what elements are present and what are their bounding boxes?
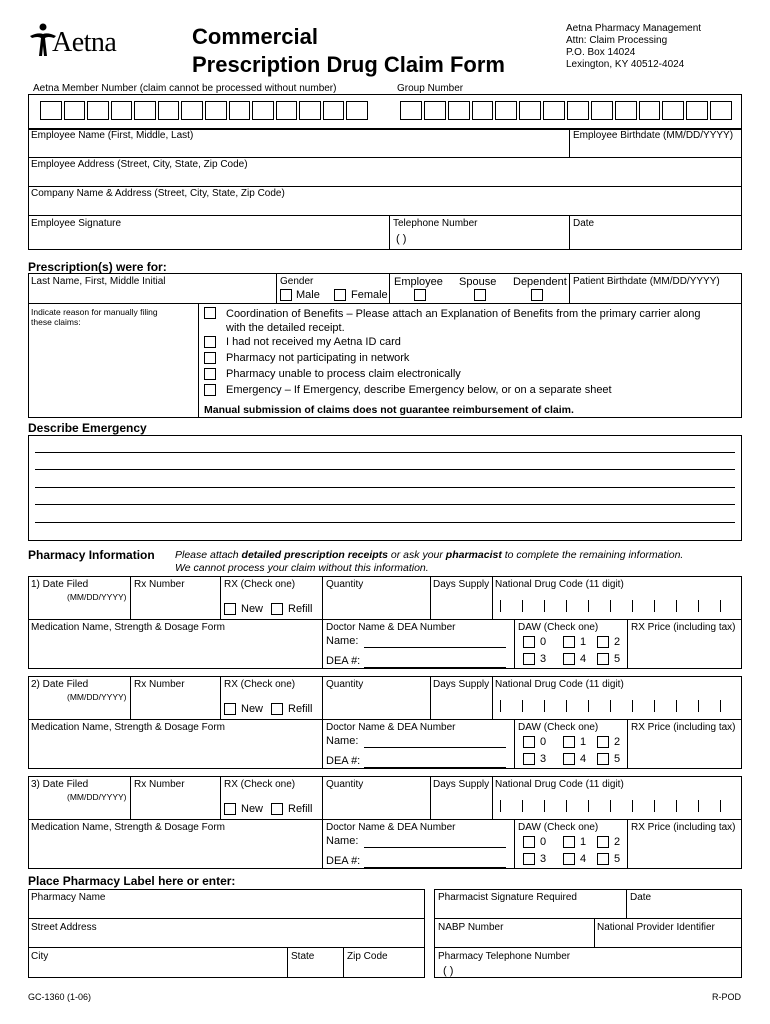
group-number-input[interactable] — [400, 101, 734, 122]
patient-birthdate-field[interactable]: Patient Birthdate (MM/DD/YYYY) — [573, 276, 720, 287]
ndc-digit-tick — [654, 700, 655, 712]
dea-input[interactable] — [364, 867, 506, 868]
address-line-2: Attn: Claim Processing — [566, 35, 668, 46]
digit-box[interactable] — [64, 101, 86, 120]
ndc-digit-tick — [698, 600, 699, 612]
company-address-field[interactable]: Company Name & Address (Street, City, State, Zip Code) — [31, 188, 285, 199]
digit-box[interactable] — [495, 101, 517, 120]
daw-3-checkbox[interactable] — [523, 753, 535, 765]
doctor-name-input[interactable] — [364, 647, 506, 648]
daw-2-checkbox[interactable] — [597, 736, 609, 748]
pharmacy-street-field[interactable]: Street Address — [31, 922, 97, 933]
pharmacy-info-note-line2: We cannot process your claim without this information. — [175, 562, 429, 574]
address-line-1: Aetna Pharmacy Management — [566, 23, 702, 34]
patient-name-field[interactable]: Last Name, First, Middle Initial — [31, 276, 166, 287]
emergency-description-area[interactable] — [28, 435, 742, 541]
ndc-digit-tick — [720, 600, 721, 612]
digit-box[interactable] — [346, 101, 368, 120]
digit-box[interactable] — [424, 101, 446, 120]
dea-input[interactable] — [364, 767, 506, 768]
ndc-digit-tick — [632, 600, 633, 612]
reason-emergency-label: Emergency – If Emergency, describe Emergency below, or on a separate sheet — [226, 384, 612, 396]
dependent-label: Dependent — [513, 276, 567, 288]
daw-1-checkbox[interactable] — [563, 636, 575, 648]
digit-box[interactable] — [400, 101, 422, 120]
rx-refill-label: Refill — [288, 803, 313, 815]
ndc-digit-tick — [676, 800, 677, 812]
daw-4-label: 4 — [580, 653, 587, 665]
female-checkbox[interactable] — [334, 289, 346, 301]
quantity-field[interactable]: Quantity — [326, 579, 364, 590]
ndc-digit-tick — [500, 800, 501, 812]
emergency-line — [35, 504, 735, 505]
days-supply-field[interactable]: Days Supply — [433, 579, 490, 590]
daw-2-label: 2 — [614, 736, 621, 748]
group-number-label: Group Number — [397, 83, 464, 94]
daw-5-checkbox[interactable] — [597, 853, 609, 865]
doctor-name-input[interactable] — [364, 847, 506, 848]
ndc-label: National Drug Code (11 digit) — [495, 779, 624, 790]
ndc-digit-tick — [522, 800, 523, 812]
pharmacy-name-field[interactable]: Pharmacy Name — [31, 892, 106, 903]
ndc-digit-tick — [588, 600, 589, 612]
digit-box[interactable] — [662, 101, 684, 120]
digit-box[interactable] — [686, 101, 708, 120]
medication-field[interactable]: Medication Name, Strength & Dosage Form — [31, 622, 225, 633]
daw-3-label: 3 — [540, 653, 547, 665]
digit-box[interactable] — [229, 101, 251, 120]
ndc-label: National Drug Code (11 digit) — [495, 679, 624, 690]
date-format-hint: (MM/DD/YYYY) — [67, 692, 127, 702]
form-code: R-POD — [712, 992, 741, 1002]
ndc-digit-tick — [566, 800, 567, 812]
pharmacy-info-note: Please attach detailed prescription receipts or ask your pharmacist to complete the remaining information. — [175, 549, 684, 561]
form-title-line1: Commercial — [192, 24, 318, 49]
mailing-address — [566, 23, 701, 71]
ndc-digit-tick — [676, 700, 677, 712]
digit-box[interactable] — [111, 101, 133, 120]
logo-wordmark: Aetna — [52, 27, 117, 58]
reason-label: Indicate reason for manually filing these claims: — [31, 307, 158, 327]
prescriptions-heading: Prescription(s) were for: — [28, 260, 167, 274]
dea-input[interactable] — [364, 667, 506, 668]
emergency-line — [35, 487, 735, 488]
spouse-checkbox[interactable] — [474, 289, 486, 301]
date-format-hint: (MM/DD/YYYY) — [67, 592, 127, 602]
rx-check-label: RX (Check one) — [224, 679, 296, 690]
employee-birthdate-field[interactable]: Employee Birthdate (MM/DD/YYYY) — [573, 130, 734, 141]
digit-box[interactable] — [276, 101, 298, 120]
daw-0-checkbox[interactable] — [523, 636, 535, 648]
ndc-label: National Drug Code (11 digit) — [495, 579, 624, 590]
ndc-digit-tick — [698, 700, 699, 712]
form-number: GC-1360 (1-06) — [28, 992, 92, 1002]
daw-3-label: 3 — [540, 753, 547, 765]
date-filed-field[interactable]: 1) Date Filed — [31, 579, 89, 590]
daw-0-checkbox[interactable] — [523, 836, 535, 848]
digit-box[interactable] — [615, 101, 637, 120]
disclaimer: Manual submission of claims does not guarantee reimbursement of claim. — [204, 404, 574, 416]
emergency-heading: Describe Emergency — [28, 421, 147, 435]
digit-box[interactable] — [299, 101, 321, 120]
dea-label: DEA #: — [326, 855, 361, 867]
rx-number-field[interactable]: Rx Number — [134, 679, 185, 690]
digit-box[interactable] — [567, 101, 589, 120]
digit-box[interactable] — [472, 101, 494, 120]
digit-box[interactable] — [252, 101, 274, 120]
ndc-digit-tick — [720, 800, 721, 812]
date-filed-field[interactable]: 2) Date Filed — [31, 679, 89, 690]
daw-1-checkbox[interactable] — [563, 836, 575, 848]
ndc-digit-tick — [544, 800, 545, 812]
rx-new-label: New — [241, 803, 264, 815]
ndc-digit-tick — [522, 700, 523, 712]
ndc-digit-tick — [676, 600, 677, 612]
reason-cob-label: Coordination of Benefits – Please attach an Explanation of Benefits from the primary carrier along with the detailed receipt. — [226, 308, 701, 334]
digit-box[interactable] — [87, 101, 109, 120]
reason-cob-checkbox[interactable] — [204, 307, 216, 319]
employee-name-field[interactable]: Employee Name (First, Middle, Last) — [31, 130, 194, 141]
digit-box[interactable] — [448, 101, 470, 120]
daw-1-checkbox[interactable] — [563, 736, 575, 748]
daw-label: DAW (Check one) — [518, 822, 599, 833]
rx-refill-checkbox[interactable] — [271, 803, 283, 815]
ndc-digit-tick — [566, 700, 567, 712]
digit-box[interactable] — [710, 101, 732, 120]
rx-new-label: New — [241, 703, 264, 715]
ndc-digit-tick — [588, 800, 589, 812]
rx-check-label: RX (Check one) — [224, 579, 296, 590]
daw-1-label: 1 — [580, 736, 587, 748]
pharmacist-signature-field[interactable]: Pharmacist Signature Required — [438, 892, 577, 903]
digit-box[interactable] — [134, 101, 156, 120]
rx-price-field[interactable]: RX Price (including tax) — [631, 722, 736, 733]
ndc-digit-tick — [720, 700, 721, 712]
reason-no-id-card-label: I had not received my Aetna ID card — [226, 336, 401, 348]
digit-box[interactable] — [158, 101, 180, 120]
ndc-digit-tick — [500, 600, 501, 612]
daw-4-checkbox[interactable] — [563, 653, 575, 665]
daw-0-label: 0 — [540, 836, 547, 848]
doctor-label: Doctor Name & DEA Number — [326, 722, 456, 733]
daw-5-label: 5 — [614, 653, 621, 665]
pharmacy-info-heading: Pharmacy Information — [28, 548, 155, 562]
rx-number-field[interactable]: Rx Number — [134, 579, 185, 590]
gender-label: Gender — [280, 276, 314, 287]
daw-4-label: 4 — [580, 853, 587, 865]
daw-0-label: 0 — [540, 736, 547, 748]
date-format-hint: (MM/DD/YYYY) — [67, 792, 127, 802]
ndc-digit-tick — [610, 600, 611, 612]
ndc-digit-tick — [522, 600, 523, 612]
form-title-line2: Prescription Drug Claim Form — [192, 52, 505, 77]
daw-label: DAW (Check one) — [518, 622, 599, 633]
male-checkbox[interactable] — [280, 289, 292, 301]
pharmacist-date-field[interactable]: Date — [630, 892, 652, 903]
doctor-name-label: Name: — [326, 735, 359, 747]
ndc-digit-tick — [632, 700, 633, 712]
reason-not-in-network-label: Pharmacy not participating in network — [226, 352, 410, 364]
ndc-digit-tick — [588, 700, 589, 712]
daw-5-checkbox[interactable] — [597, 653, 609, 665]
quantity-field[interactable]: Quantity — [326, 779, 364, 790]
daw-5-checkbox[interactable] — [597, 753, 609, 765]
daw-3-label: 3 — [540, 853, 547, 865]
digit-box[interactable] — [205, 101, 227, 120]
date-filed-field[interactable]: 3) Date Filed — [31, 779, 89, 790]
address-line-3: P.O. Box 14024 — [566, 47, 636, 58]
emergency-line — [35, 522, 735, 523]
ndc-digit-tick — [544, 600, 545, 612]
rx-new-checkbox[interactable] — [224, 703, 236, 715]
quantity-field[interactable]: Quantity — [326, 679, 364, 690]
employee-signature-field[interactable]: Employee Signature — [31, 218, 122, 229]
employee-address-field[interactable]: Employee Address (Street, City, State, Zip Code) — [31, 159, 248, 170]
medication-field[interactable]: Medication Name, Strength & Dosage Form — [31, 722, 225, 733]
daw-3-checkbox[interactable] — [523, 853, 535, 865]
daw-2-label: 2 — [614, 636, 621, 648]
rx-check-label: RX (Check one) — [224, 779, 296, 790]
pharmacy-label-heading: Place Pharmacy Label here or enter: — [28, 874, 236, 888]
rx-refill-label: Refill — [288, 603, 313, 615]
ndc-digit-tick — [698, 800, 699, 812]
daw-0-label: 0 — [540, 636, 547, 648]
days-supply-field[interactable]: Days Supply — [433, 679, 490, 690]
digit-box[interactable] — [591, 101, 613, 120]
daw-4-checkbox[interactable] — [563, 753, 575, 765]
daw-2-checkbox[interactable] — [597, 836, 609, 848]
dependent-checkbox[interactable] — [531, 289, 543, 301]
doctor-name-input[interactable] — [364, 747, 506, 748]
daw-5-label: 5 — [614, 753, 621, 765]
reason-electronic-label: Pharmacy unable to process claim electronically — [226, 368, 461, 380]
reason-emergency-checkbox[interactable] — [204, 384, 216, 396]
pharmacy-city-field[interactable]: City — [31, 951, 49, 962]
rx-number-field[interactable]: Rx Number — [134, 779, 185, 790]
spouse-label: Spouse — [459, 276, 497, 288]
ndc-input[interactable] — [500, 600, 740, 613]
ndc-digit-tick — [654, 600, 655, 612]
daw-0-checkbox[interactable] — [523, 736, 535, 748]
daw-1-label: 1 — [580, 836, 587, 848]
dea-label: DEA #: — [326, 755, 361, 767]
days-supply-field[interactable]: Days Supply — [433, 779, 490, 790]
ndc-digit-tick — [566, 600, 567, 612]
rx-price-field[interactable]: RX Price (including tax) — [631, 822, 736, 833]
digit-box[interactable] — [181, 101, 203, 120]
doctor-label: Doctor Name & DEA Number — [326, 822, 456, 833]
aetna-logo — [28, 22, 140, 62]
female-label: Female — [351, 289, 388, 301]
digit-box[interactable] — [40, 101, 62, 120]
daw-5-label: 5 — [614, 853, 621, 865]
dea-label: DEA #: — [326, 655, 361, 667]
pharmacy-zip-field[interactable]: Zip Code — [347, 951, 388, 962]
employee-relation-label: Employee — [394, 276, 443, 288]
ndc-digit-tick — [500, 700, 501, 712]
doctor-name-label: Name: — [326, 635, 359, 647]
ndc-digit-tick — [610, 800, 611, 812]
member-number-input[interactable] — [40, 101, 370, 122]
telephone-parens: ( ) — [396, 233, 407, 245]
daw-3-checkbox[interactable] — [523, 653, 535, 665]
rx-new-label: New — [241, 603, 264, 615]
reason-not-in-network-checkbox[interactable] — [204, 352, 216, 364]
reason-electronic-checkbox[interactable] — [204, 368, 216, 380]
nabp-number-field[interactable]: NABP Number — [438, 922, 504, 933]
npi-field[interactable]: National Provider Identifier — [597, 922, 715, 933]
rx-new-checkbox[interactable] — [224, 603, 236, 615]
employee-relation-checkbox[interactable] — [414, 289, 426, 301]
daw-4-checkbox[interactable] — [563, 853, 575, 865]
pharmacy-state-field[interactable]: State — [291, 951, 315, 962]
digit-box[interactable] — [323, 101, 345, 120]
ndc-digit-tick — [544, 700, 545, 712]
address-line-4: Lexington, KY 40512-4024 — [566, 59, 685, 70]
rx-refill-label: Refill — [288, 703, 313, 715]
daw-4-label: 4 — [580, 753, 587, 765]
emergency-line — [35, 452, 735, 453]
digit-box[interactable] — [519, 101, 541, 120]
daw-label: DAW (Check one) — [518, 722, 599, 733]
member-number-label: Aetna Member Number (claim cannot be processed without number) — [33, 83, 337, 94]
employee-date-field[interactable]: Date — [573, 218, 595, 229]
doctor-name-label: Name: — [326, 835, 359, 847]
digit-box[interactable] — [639, 101, 661, 120]
pharmacy-telephone-field[interactable]: Pharmacy Telephone Number — [438, 951, 571, 962]
male-label: Male — [296, 289, 320, 301]
doctor-label: Doctor Name & DEA Number — [326, 622, 456, 633]
rx-refill-checkbox[interactable] — [271, 703, 283, 715]
daw-1-label: 1 — [580, 636, 587, 648]
ndc-digit-tick — [610, 700, 611, 712]
rx-new-checkbox[interactable] — [224, 803, 236, 815]
ndc-digit-tick — [654, 800, 655, 812]
pharmacy-telephone-parens: ( ) — [443, 965, 454, 977]
medication-field[interactable]: Medication Name, Strength & Dosage Form — [31, 822, 225, 833]
ndc-input[interactable] — [500, 700, 740, 713]
emergency-line — [35, 469, 735, 470]
rx-price-field[interactable]: RX Price (including tax) — [631, 622, 736, 633]
ndc-digit-tick — [632, 800, 633, 812]
employee-telephone-field[interactable]: Telephone Number — [393, 218, 478, 229]
reason-no-id-card-checkbox[interactable] — [204, 336, 216, 348]
daw-2-checkbox[interactable] — [597, 636, 609, 648]
rx-refill-checkbox[interactable] — [271, 603, 283, 615]
daw-2-label: 2 — [614, 836, 621, 848]
digit-box[interactable] — [543, 101, 565, 120]
ndc-input[interactable] — [500, 800, 740, 813]
